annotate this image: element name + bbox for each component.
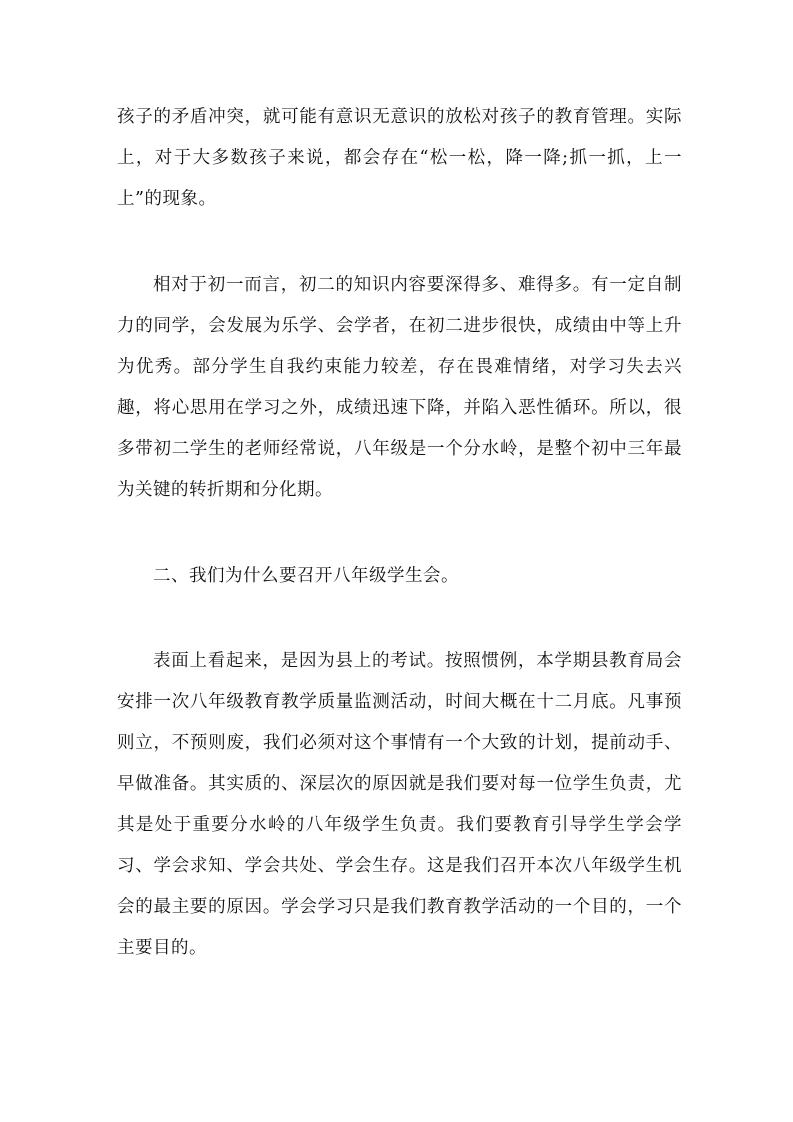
- paragraph-continuation: 孩子的矛盾冲突，就可能有意识无意识的放松对孩子的教育管理。实际上，对于大多数孩子来说，都会存在“松一松，降一降;抓一抓，上一上”的现象。: [117, 107, 682, 209]
- paragraph-meeting-reason: 表面上看起来，是因为县上的考试。按照惯例，本学期县教育局会安排一次八年级教育教学质量监测活动，时间大概在十二月底。凡事预则立，不预则废，我们必须对这个事情有一个大致的计划，提前动手、早做准备。其实质的、深层次的原因就是我们要对每一位学生负责，尤其是处于重要分水岭的八年级学生负责。我们要教育引导学生学会学习、学会求知、学会共处、学会生存。这是我们召开本次八年级学生机会的最主要的原因。学会学习只是我们教育教学活动的一个目的，一个主要目的。: [117, 651, 682, 958]
- section-heading-why-meeting: 二、我们为什么要召开八年级学生会。: [153, 566, 459, 586]
- paragraph-grade-two-difficulty: 相对于初一而言，初二的知识内容要深得多、难得多。有一定自制力的同学，会发展为乐学、会学者，在初二进步很快，成绩由中等上升为优秀。部分学生自我约束能力较差，存在畏难情绪，对学习失去兴趣，将心思用在学习之外，成绩迅速下降，并陷入恶性循环。所以，很多带初二学生的老师经常说，八年级是一个分水岭，是整个初中三年最为关键的转折期和分化期。: [117, 275, 682, 500]
